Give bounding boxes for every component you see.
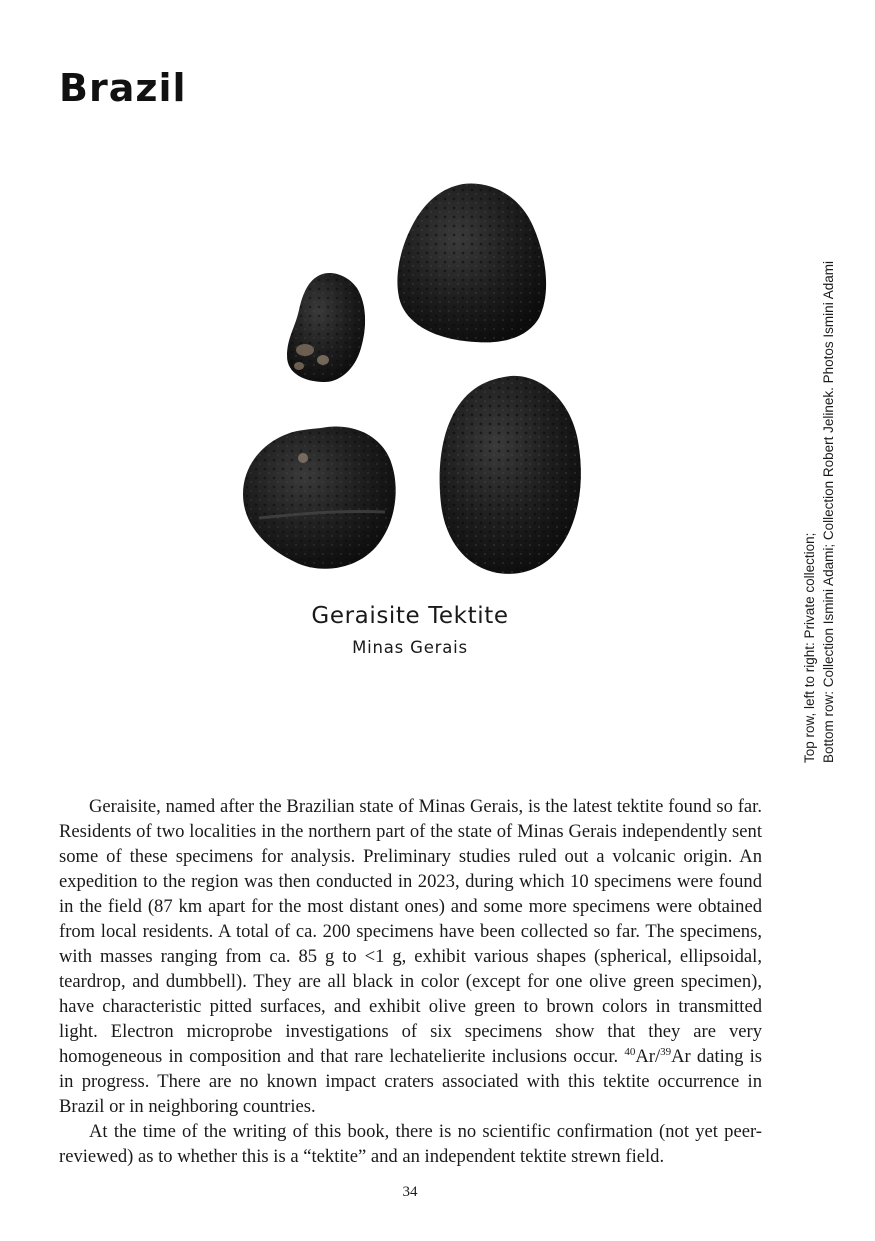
paragraph-2: At the time of the writing of this book, there is no scientific confirmation (not yet peer-reviewed) as to whether this is a “tektite” and an independent tektite strewn field. [59, 1121, 762, 1167]
body-text [59, 794, 762, 1169]
photo-credit [800, 183, 838, 763]
photo-credit-line-2: Bottom row: Collection Ismini Adami; Collection Robert Jelinek. Photos Ismini Adami [821, 261, 836, 763]
isotope-40-sup: 40 [624, 1045, 636, 1058]
paragraph-1-text: Geraisite, named after the Brazilian state of Minas Gerais, is the latest tektite found so far. Residents of two localities in the northern part of the state of Minas Gerais independently sent some of these specimens for analysis. Preliminary studies ruled out a volcanic origin. An expedition to the region was then conducted in 2023, during which 10 specimens were found in the field (87 km apart for the most distant ones) and some more specimens were obtained from local residents. A total of ca. 200 specimens have been collected so far. The specimens, with masses ranging from ca. 85 g to <1 g, exhibit various shapes (spherical, ellipsoidal, teardrop, and dumbbell). They are all black in color (except for one olive green specimen), have characteristic pitted surfaces, and exhibit olive green to brown colors in transmitted light. Electron microprobe investigations of six specimens show that they are very homogeneous in composition and that rare lechatelierite inclusions occur. [59, 796, 762, 1067]
argon-text: Ar/ [635, 1046, 661, 1067]
large-tektite-top-right [397, 183, 546, 342]
paragraph-1-end: Ar dating is in progress. There are no known impact craters associated with this tektite occurrence in Brazil or in neighboring countries. [59, 1046, 762, 1117]
page-number: 34 [402, 1184, 418, 1200]
page-heading: Brazil [59, 66, 187, 110]
paragraph-1 [59, 794, 762, 1119]
figure-subtitle: Minas Gerais [352, 638, 468, 657]
small-tektite-top-left [287, 273, 365, 382]
tektite-photographs [235, 178, 595, 583]
round-tektite-bottom-left [243, 426, 396, 568]
oval-tektite-bottom-right [440, 376, 581, 574]
figure-title: Geraisite Tektite [311, 603, 509, 629]
photo-credit-line-1: Top row, left to right: Private collection; [802, 532, 817, 763]
isotope-39-sup: 39 [660, 1045, 672, 1058]
